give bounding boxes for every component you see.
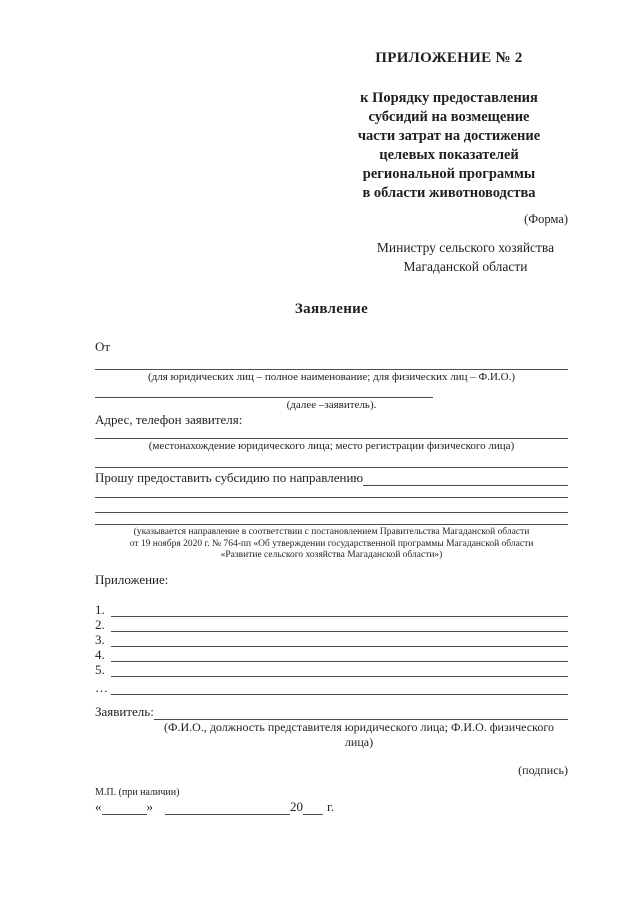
direction-note: [95, 527, 568, 562]
appendix-reference-line: в области животноводства: [362, 185, 536, 201]
appendix-reference: [330, 89, 568, 203]
fill-line-attachment: [111, 664, 568, 677]
fill-line-attachment: [111, 604, 568, 617]
fill-line-attachment: [111, 634, 568, 647]
list-item-number: 1.: [95, 601, 105, 617]
fill-line-day: [102, 801, 147, 815]
list-item: [95, 602, 568, 617]
list-item-number: 5.: [95, 661, 105, 677]
year-century: 20: [290, 798, 303, 814]
applicant-label: Заявитель:: [95, 703, 154, 719]
list-item-number: 4.: [95, 646, 105, 662]
request-row: [95, 470, 568, 486]
list-item: [95, 632, 568, 647]
direction-note-line: от 19 ноября 2020 г. № 764-пп «Об утверждении государственной программы Магаданской области: [129, 538, 534, 549]
document-title: Заявление: [294, 301, 369, 317]
close-quote: »: [146, 798, 153, 814]
addressee-line: Магаданской области: [403, 259, 528, 274]
list-item: [95, 617, 568, 632]
list-item-number: 2.: [95, 616, 105, 632]
direction-note-line: (указывается направление в соответствии с постановлением Правительства Магаданской области: [133, 527, 530, 537]
fill-line-direction-2: [95, 486, 568, 498]
appendix-reference-line: субсидий на возмещение: [368, 109, 530, 125]
addressee-line: Министру сельского хозяйства: [376, 240, 555, 255]
fill-line-address: [95, 428, 568, 439]
fill-line-month: [165, 801, 290, 815]
applicant-caption: (Ф.И.О., должность представителя юридического лица; Ф.И.О. физического лица): [164, 719, 554, 749]
appendix-header: [330, 50, 568, 276]
form-note: (Форма): [524, 212, 568, 226]
document-content: [95, 0, 568, 815]
list-item-number: …: [95, 679, 108, 695]
fill-line-direction-4: [95, 513, 568, 525]
date-row: [95, 799, 568, 815]
from-caption: (для юридических лиц – полное наименование; для физических лиц – Ф.И.О.): [147, 371, 516, 383]
fill-line-attachment: [111, 682, 568, 695]
fill-line-address-continued: [95, 455, 568, 468]
fill-line-direction: [363, 471, 568, 486]
seal-note: М.П. (при наличии): [95, 786, 180, 798]
fill-line-applicant-signature: [154, 705, 568, 720]
appendix-reference-line: целевых показателей: [379, 147, 519, 163]
further-caption: (далее –заявитель).: [286, 399, 377, 411]
direction-note-line: «Развитие сельского хозяйства Магаданской области»): [220, 550, 443, 560]
appendix-reference-line: региональной программы: [362, 166, 536, 182]
list-item: [95, 680, 568, 695]
attachments-label: Приложение:: [95, 571, 169, 587]
address-label: Адрес, телефон заявителя:: [95, 412, 243, 427]
appendix-reference-line: к Порядку предоставления: [360, 90, 538, 106]
address-caption: (местонахождение юридического лица; место регистрации физического лица): [148, 440, 515, 452]
list-item: [95, 647, 568, 662]
addressee-block: [363, 238, 568, 276]
applicant-row: [95, 704, 568, 720]
request-label: Прошу предоставить субсидию по направлению: [95, 470, 364, 485]
appendix-reference-line: части затрат на достижение: [357, 128, 541, 144]
fill-line-applicant-name-continued: [95, 384, 433, 398]
appendix-number: ПРИЛОЖЕНИЕ № 2: [375, 50, 523, 66]
year-suffix: г.: [327, 798, 335, 814]
from-label: От: [95, 339, 111, 354]
fill-line-attachment: [111, 649, 568, 662]
list-item-number: 3.: [95, 631, 105, 647]
fill-line-applicant-name: [95, 355, 568, 370]
fill-line-direction-3: [95, 498, 568, 513]
attachments-list: [95, 602, 568, 695]
signature-caption: (подпись): [518, 762, 568, 777]
fill-line-attachment: [111, 619, 568, 632]
list-item: [95, 662, 568, 677]
fill-line-year: [303, 801, 323, 815]
open-quote: «: [95, 798, 102, 814]
